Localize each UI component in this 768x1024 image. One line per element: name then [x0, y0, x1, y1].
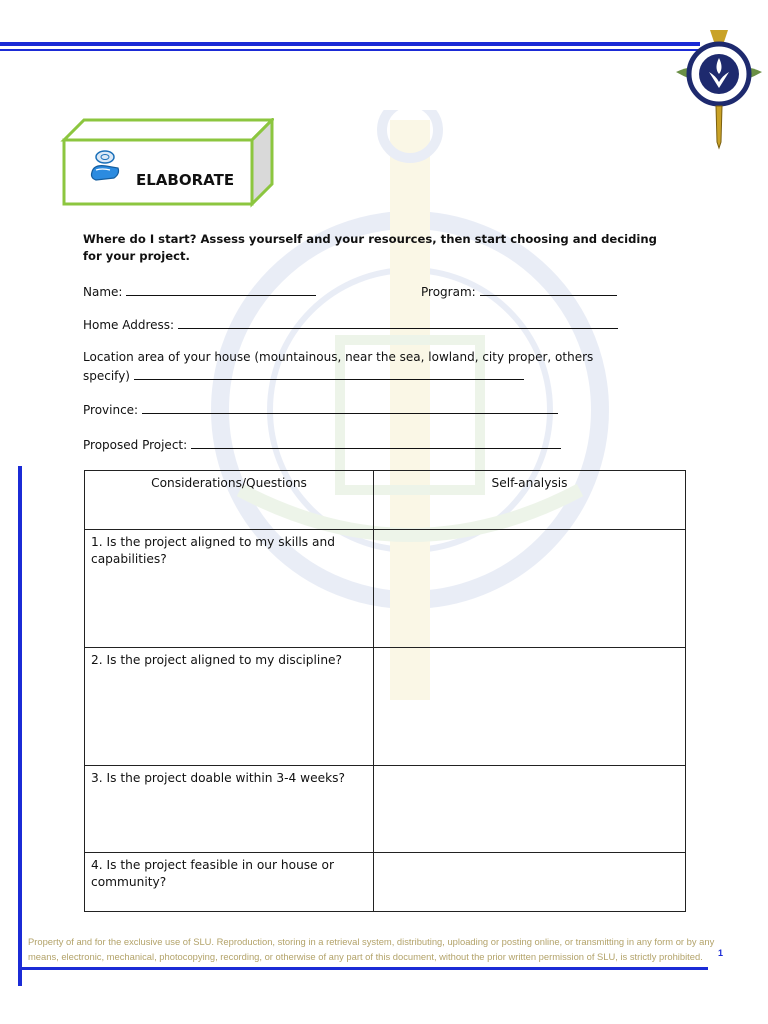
header-rule	[0, 42, 700, 46]
home-address-label: Home Address:	[83, 318, 175, 332]
program-field	[421, 284, 617, 299]
answer-cell[interactable]	[374, 853, 686, 912]
proposed-project-blank[interactable]	[191, 437, 561, 449]
question-cell: 2. Is the project aligned to my discipline?	[85, 648, 374, 766]
name-blank[interactable]	[126, 284, 316, 296]
margin-rule	[18, 466, 22, 986]
answer-cell[interactable]	[374, 648, 686, 766]
location-field	[83, 368, 524, 383]
thinking-icon	[88, 148, 122, 184]
university-seal	[676, 22, 762, 150]
instruction-prompt: Where do I start? Assess yourself and your resources, then start choosing and deciding for your project.	[83, 232, 657, 263]
proposed-project-label: Proposed Project:	[83, 438, 188, 452]
question-cell: 3. Is the project doable within 3-4 weeks?	[85, 766, 374, 853]
location-blank[interactable]	[134, 368, 524, 380]
header-rule-thin	[0, 49, 700, 51]
name-label: Name:	[83, 285, 123, 299]
table-row	[85, 648, 686, 766]
answer-cell[interactable]	[374, 530, 686, 648]
answer-cell[interactable]	[374, 766, 686, 853]
table-header-row	[85, 471, 686, 530]
home-address-blank[interactable]	[178, 317, 618, 329]
location-label: specify)	[83, 369, 130, 383]
question-cell: 4. Is the project feasible in our house or community?	[85, 853, 374, 912]
name-field	[83, 284, 316, 299]
footer-rule	[20, 967, 708, 970]
self-analysis-table	[84, 470, 686, 912]
table-row	[85, 766, 686, 853]
proposed-project-field	[83, 437, 561, 452]
province-blank[interactable]	[142, 402, 558, 414]
location-field-line1: Location area of your house (mountainous, near the sea, lowland, city proper, others	[83, 350, 594, 364]
home-address-field	[83, 317, 618, 332]
page-number: 1	[718, 948, 724, 958]
program-blank[interactable]	[480, 284, 617, 296]
table-row	[85, 853, 686, 912]
province-label: Province:	[83, 403, 139, 417]
province-field	[83, 402, 558, 417]
copyright-notice: Property of and for the exclusive use of SLU. Reproduction, storing in a retrieval system, distributing, uploading or posting online, or transmitting in any form or by any means, electronic, mechanical, photocopying, recording, or otherwise of any part of this document, without the prior written permission of SLU, is strictly prohibited.	[28, 936, 715, 962]
table-row	[85, 530, 686, 648]
header-self-analysis: Self-analysis	[374, 471, 686, 530]
program-label: Program:	[421, 285, 476, 299]
question-cell: 1. Is the project aligned to my skills and capabilities?	[85, 530, 374, 648]
header-considerations: Considerations/Questions	[85, 471, 374, 530]
section-title: ELABORATE	[136, 171, 235, 189]
